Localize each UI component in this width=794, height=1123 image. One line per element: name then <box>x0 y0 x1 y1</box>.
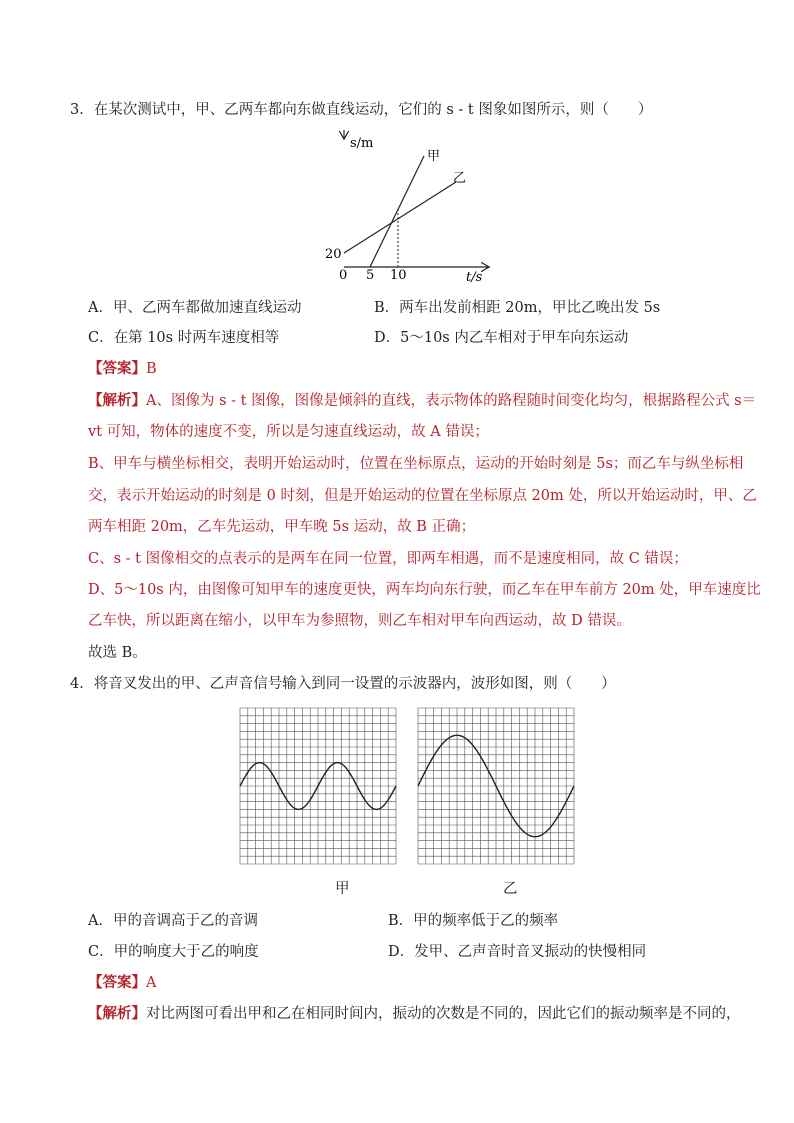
q3-analysis-line-4: 交，表示开始运动的时刻是 0 时刻，但是开始运动的位置在坐标原点 20m 处，所以开始运动时，甲、乙 <box>88 488 757 504</box>
q3-analysis-line-8: 乙车快，所以距离在缩小，以甲车为参照物，则乙车相对甲车向西运动，故 D 错误。 <box>88 613 631 629</box>
q3-analysis-line-5: 两车相距 20m，乙车先运动，甲车晚 5s 运动，故 B 正确； <box>88 519 476 535</box>
q4-stem: 4．将音叉发出的甲、乙声音信号输入到同一设置的示波器内，波形如图，则（ ） <box>70 676 616 692</box>
line-yi-label: 乙 <box>453 171 467 186</box>
answer-value: B <box>146 361 157 377</box>
q4-waveform-jia <box>240 708 396 864</box>
q4-waveform-yi-label: 乙 <box>503 881 518 897</box>
q3-analysis-line-1 <box>88 391 756 411</box>
q4-waveform-yi <box>418 708 574 864</box>
q4-option-d[interactable]: D．发甲、乙声音时音叉振动的快慢相同 <box>388 944 647 960</box>
q3-analysis-line-3: B、甲车与横坐标相交，表明开始运动时，位置在坐标原点，运动的开始时刻是 5s；而乙车与纵坐标相 <box>88 456 744 472</box>
q3-option-c[interactable]: C．在第 10s 时两车速度相等 <box>88 330 280 346</box>
line-jia-label: 甲 <box>427 149 441 164</box>
origin-label: 0 <box>339 268 348 283</box>
answer-tag: 【答案】 <box>88 361 146 377</box>
q3-stem: 3．在某次测试中，甲、乙两车都向东做直线运动，它们的 s - t 图象如图所示，则（ ） <box>70 102 653 118</box>
line-yi <box>344 182 456 253</box>
answer-value: A <box>146 975 157 991</box>
q3-option-b[interactable]: B．两车出发前相距 20m，甲比乙晚出发 5s <box>374 300 661 316</box>
line-jia <box>370 156 424 267</box>
q3-analysis-line-6: C、s - t 图像相交的点表示的是两车在同一位置，即两车相遇，而不是速度相同，故 C 错误； <box>88 551 688 567</box>
analysis-tag: 【解析】 <box>88 393 146 409</box>
analysis-text: 对比两图可看出甲和乙在相同时间内，振动的次数是不同的，因此它们的振动频率是不同的， <box>146 1006 741 1022</box>
answer-tag: 【答案】 <box>88 975 146 991</box>
q3-analysis-line-2: vt 可知，物体的速度不变，所以是匀速直线运动，故 A 错误； <box>88 424 489 440</box>
x-axis-label: t/s <box>466 270 483 285</box>
q3-conclusion: 故选 B。 <box>88 645 147 661</box>
q4-waveform-jia-label: 甲 <box>335 881 350 897</box>
y-intercept-label: 20 <box>325 247 342 262</box>
q3-analysis-line-7: D、5～10s 内，由图像可知甲车的速度更快，两车均向东行驶，而乙车在甲车前方 20m 处，甲车速度比 <box>88 582 761 598</box>
q3-option-a[interactable]: A．甲、乙两车都做加速直线运动 <box>88 300 302 316</box>
x-tick-10: 10 <box>390 268 407 283</box>
q4-option-a[interactable]: A．甲的音调高于乙的音调 <box>88 913 258 929</box>
q3-st-graph <box>320 130 500 290</box>
q4-option-c[interactable]: C．甲的响度大于乙的响度 <box>88 944 259 960</box>
q3-option-d[interactable]: D．5～10s 内乙车相对于甲车向东运动 <box>374 330 629 346</box>
q4-analysis-line-1 <box>88 1004 741 1024</box>
analysis-text: A、图像为 s - t 图像，图像是倾斜的直线，表示物体的路程随时间变化均匀，根据路程公式 s＝ <box>146 393 757 409</box>
x-tick-5: 5 <box>366 268 375 283</box>
q4-answer <box>88 973 156 993</box>
q4-option-b[interactable]: B．甲的频率低于乙的频率 <box>388 913 559 929</box>
q3-answer <box>88 359 157 379</box>
analysis-tag: 【解析】 <box>88 1006 146 1022</box>
y-axis-label: s/m <box>350 136 374 151</box>
